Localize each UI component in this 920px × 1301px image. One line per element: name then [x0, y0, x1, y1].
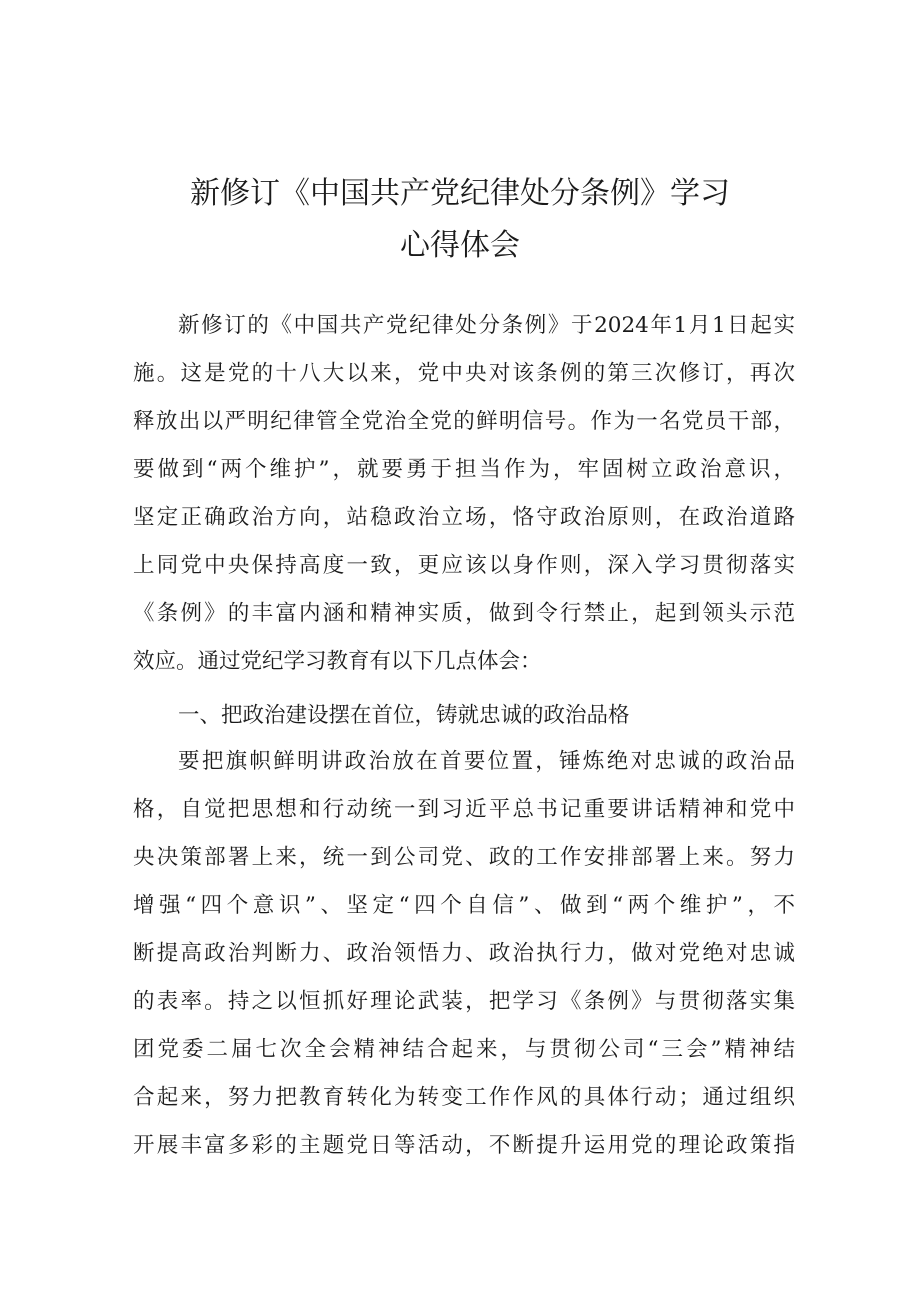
intro-paragraph-line: 施。这是党的十八大以来，党中央对该条例的第三次修订，再次 — [133, 361, 795, 386]
section-heading: 一、把政治建设摆在首位，铸就忠诚的政治品格 — [178, 703, 630, 728]
document-title-line-2: 心得体会 — [400, 228, 520, 263]
section-paragraph-line: 要把旗帜鲜明讲政治放在首要位置，锤炼绝对忠诚的政治品 — [178, 749, 795, 774]
section-paragraph-line: 增强“四个意识”、坚定“四个自信”、做到“两个维护”，不 — [133, 893, 795, 918]
intro-paragraph-line: 《条例》的丰富内涵和精神实质，做到令行禁止，起到领头示范 — [133, 601, 795, 626]
section-paragraph-line: 开展丰富多彩的主题党日等活动，不断提升运用党的理论政策指 — [133, 1133, 795, 1158]
intro-paragraph-line: 新修订的《中国共产党纪律处分条例》于2024年1月1日起实 — [178, 313, 795, 338]
section-paragraph-line: 格，自觉把思想和行动统一到习近平总书记重要讲话精神和党中 — [133, 797, 795, 822]
section-paragraph-line: 合起来，努力把教育转化为转变工作作风的具体行动；通过组织 — [133, 1085, 795, 1110]
document-title-line-1: 新修订《中国共产党纪律处分条例》学习 — [190, 176, 730, 211]
intro-paragraph-line: 坚定正确政治方向，站稳政治立场，恪守政治原则，在政治道路 — [133, 505, 795, 530]
section-paragraph-line: 断提高政治判断力、政治领悟力、政治执行力，做对党绝对忠诚 — [133, 941, 795, 966]
section-paragraph-line: 的表率。持之以恒抓好理论武装，把学习《条例》与贯彻落实集 — [133, 989, 795, 1014]
intro-paragraph-line: 要做到“两个维护”，就要勇于担当作为，牢固树立政治意识， — [133, 457, 795, 482]
intro-paragraph-line: 上同党中央保持高度一致，更应该以身作则，深入学习贯彻落实 — [133, 553, 795, 578]
section-paragraph-line: 央决策部署上来，统一到公司党、政的工作安排部署上来。努力 — [133, 845, 795, 870]
section-paragraph-line: 团党委二届七次全会精神结合起来，与贯彻公司“三会”精神结 — [133, 1037, 795, 1062]
intro-paragraph-line: 释放出以严明纪律管全党治全党的鲜明信号。作为一名党员干部， — [133, 409, 795, 434]
intro-paragraph-line: 效应。通过党纪学习教育有以下几点体会： — [133, 649, 542, 674]
